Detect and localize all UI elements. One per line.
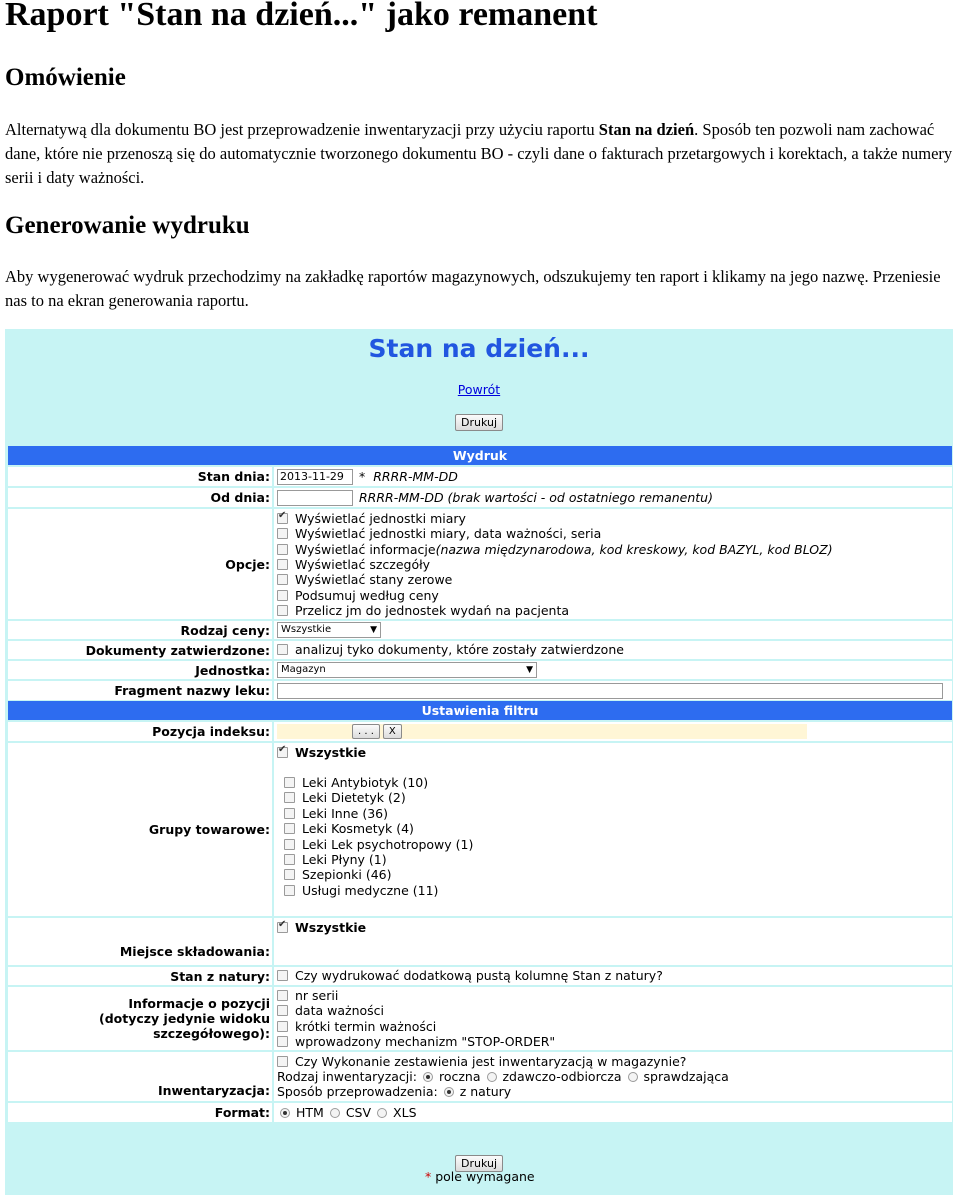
label-dokumenty: Dokumenty zatwierdzone:: [8, 641, 272, 659]
row-jednostka: [8, 659, 952, 679]
label-pozycja: Pozycja indeksu:: [8, 722, 272, 741]
label-stan-dnia: Stan dnia:: [8, 467, 272, 486]
dokumenty-text: analizuj tyko dokumenty, które zostały zatwierdzone: [295, 642, 624, 657]
grupy-item: [284, 852, 387, 867]
generate-paragraph: Aby wygenerować wydruk przechodzimy na zakładkę raportów magazynowych, odszukujemy ten raport i klikamy na jego nazwę. Przeniesie nas to na ekran generowania raportu.: [5, 267, 941, 310]
grupy-checkbox[interactable]: [284, 839, 295, 850]
overview-paragraph: [5, 118, 953, 190]
fragment-input[interactable]: [277, 683, 943, 699]
grupy-checkbox[interactable]: [284, 869, 295, 880]
row-inwentaryzacja: [8, 1050, 952, 1101]
opcje-item-label: Podsumuj według ceny: [295, 587, 439, 603]
kind-label-1: zdawczo-odbiorcza: [502, 1069, 622, 1084]
required-note: [425, 1169, 535, 1184]
report-name-bold: Stan na dzień: [598, 120, 695, 139]
chevron-down-icon: ▼: [370, 624, 377, 635]
stan-natury-text: Czy wydrukować dodatkową pustą kolumnę Stan z natury?: [295, 968, 663, 983]
opcje-item: [277, 511, 466, 526]
label-format: Format:: [8, 1103, 272, 1122]
format-radio[interactable]: [377, 1108, 387, 1118]
kind-radio[interactable]: [423, 1072, 433, 1082]
opcje-item-extra: (nazwa międzynarodowa, kod kreskowy, kod BAZYL, kod BLOZ): [435, 541, 833, 557]
info-item-label: krótki termin ważności: [295, 1018, 437, 1034]
opcje-item-label: Wyświetlać jednostki miary: [295, 511, 466, 526]
label-stan-natury: Stan z natury:: [8, 967, 272, 985]
opcje-checkbox[interactable]: [277, 528, 288, 539]
info-checkbox[interactable]: [277, 1036, 288, 1047]
row-dokumenty: [8, 639, 952, 659]
opcje-item-label: Wyświetlać szczegóły: [295, 556, 431, 572]
label-rodzaj-ceny: Rodzaj ceny:: [8, 621, 272, 639]
info-item: [277, 1003, 384, 1018]
inwentaryzacja-question: Czy Wykonanie zestawienia jest inwentaryzacją w magazynie?: [295, 1054, 687, 1069]
grupy-all-label: Wszystkie: [295, 745, 367, 760]
od-dnia-input[interactable]: [277, 490, 353, 506]
chevron-down-icon: ▼: [526, 664, 533, 675]
label-fragment: Fragment nazwy leku:: [8, 681, 272, 700]
opcje-checkbox[interactable]: [277, 590, 288, 601]
overview-text-end: . Sposób ten pozwoli nam zachować dane, które nie przenoszą się do automatycznie tworzonego dokumentu BO - czyli dane o fakturach przetargowych i korektach, a także numery serii i daty ważności.: [5, 120, 953, 187]
kind-label-2: sprawdzająca: [643, 1069, 729, 1084]
grupy-checkbox[interactable]: [284, 777, 295, 788]
opcje-item: [277, 542, 833, 557]
info-item-label: data ważności: [295, 1003, 385, 1019]
opcje-checkbox[interactable]: [277, 559, 288, 570]
rodzaj-ceny-select[interactable]: [277, 622, 381, 638]
miejsce-all-label: Wszystkie: [295, 920, 367, 935]
format-option-label: CSV: [345, 1105, 372, 1120]
info-checkbox[interactable]: [277, 1005, 288, 1016]
required-star: *: [359, 469, 366, 484]
grupy-item: [284, 790, 406, 805]
method-radio[interactable]: [444, 1087, 454, 1097]
row-stan-dnia: [8, 465, 952, 486]
kind-radio[interactable]: [487, 1072, 497, 1082]
grupy-checkbox[interactable]: [284, 808, 295, 819]
grupy-item: [284, 867, 392, 882]
back-link[interactable]: Powrót: [457, 382, 501, 397]
opcje-item-label: Przelicz jm do jednostek wydań na pacjenta: [295, 602, 570, 618]
opcje-item: [277, 526, 601, 541]
rodzaj-ceny-value: Wszystkie: [281, 623, 332, 635]
label-miejsce: Miejsce składowania:: [8, 918, 272, 965]
label-info-pozycji: [8, 987, 272, 1050]
generate-heading: Generowanie wydruku: [5, 212, 250, 239]
label-jednostka: Jednostka:: [8, 661, 272, 679]
row-info-pozycji: [8, 985, 952, 1050]
grupy-item-label: Leki Antybiotyk (10): [302, 775, 429, 790]
jednostka-select[interactable]: [277, 662, 537, 678]
overview-heading: Omówienie: [5, 64, 126, 91]
format-radio[interactable]: [330, 1108, 340, 1118]
grupy-item-label: Leki Lek psychotropowy (1): [302, 836, 474, 852]
label-grupy: Grupy towarowe:: [8, 743, 272, 916]
grupy-item: [284, 821, 414, 836]
opcje-item: [277, 557, 430, 572]
opcje-checkbox[interactable]: [277, 574, 288, 585]
grupy-item-label: Leki Kosmetyk (4): [302, 821, 414, 837]
info-item: [277, 1019, 436, 1034]
opcje-list: [274, 509, 952, 619]
label-od-dnia: Od dnia:: [8, 488, 272, 507]
method-label: Sposób przeprowadzenia:: [277, 1084, 438, 1099]
info-item-label: nr serii: [295, 988, 339, 1003]
info-item-label: wprowadzony mechanizm "STOP-ORDER": [295, 1033, 556, 1049]
inwentaryzacja-checkbox[interactable]: [277, 1056, 288, 1067]
grupy-item-label: Leki Płyny (1): [302, 852, 387, 867]
format-radio[interactable]: [280, 1108, 290, 1118]
jednostka-value: Magazyn: [281, 663, 326, 675]
row-pozycja: [8, 720, 952, 741]
row-miejsce: [8, 916, 952, 965]
info-item: [277, 1034, 555, 1049]
method-value: z natury: [459, 1084, 512, 1099]
info-checkbox[interactable]: [277, 1021, 288, 1032]
page-title: Raport "Stan na dzień..." jako remanent: [5, 0, 598, 33]
stan-natury-checkbox[interactable]: [277, 970, 288, 981]
grupy-item-label: Usługi medyczne (11): [302, 882, 439, 898]
report-screenshot: [5, 329, 953, 1195]
row-format: [8, 1101, 952, 1122]
grupy-checkbox[interactable]: [284, 792, 295, 803]
label-info-pozycji-2: (dotyczy jedynie widoku szczegółowego):: [98, 1011, 270, 1041]
grupy-all-checkbox[interactable]: [277, 747, 288, 758]
grupy-item-label: Leki Dietetyk (2): [302, 790, 406, 806]
label-info-pozycji-1: Informacje o pozycji: [128, 996, 270, 1011]
opcje-item: [277, 603, 569, 618]
section-print-header: Wydruk: [8, 446, 952, 465]
print-button-top[interactable]: Drukuj: [455, 414, 503, 431]
opcje-checkbox[interactable]: [277, 513, 288, 524]
label-opcje: Opcje:: [8, 509, 272, 619]
opcje-item: [277, 572, 452, 587]
stan-dnia-hint: RRRR-MM-DD: [373, 469, 458, 484]
kind-radio[interactable]: [628, 1072, 638, 1082]
opcje-checkbox[interactable]: [277, 605, 288, 616]
required-note-text: pole wymagane: [431, 1169, 535, 1184]
row-fragment: [8, 679, 952, 700]
dokumenty-checkbox[interactable]: [277, 644, 288, 655]
clear-button[interactable]: X: [383, 724, 402, 739]
grupy-checkbox[interactable]: [284, 823, 295, 834]
grupy-checkbox[interactable]: [284, 854, 295, 865]
report-title: Stan na dzień...: [368, 334, 590, 363]
row-stan-natury: [8, 965, 952, 985]
section-filter-header: Ustawienia filtru: [8, 701, 952, 720]
opcje-item-label: Wyświetlać stany zerowe: [295, 572, 453, 588]
opcje-item-label: Wyświetlać jednostki miary, data ważności, seria: [295, 526, 602, 542]
stan-dnia-input[interactable]: 2013-11-29: [277, 469, 353, 485]
opcje-item: [277, 588, 439, 603]
grupy-checkbox[interactable]: [284, 885, 295, 896]
info-list: [274, 987, 952, 1050]
format-option-label: XLS: [393, 1105, 417, 1120]
opcje-item-label: Wyświetlać informacje: [295, 541, 436, 557]
label-inwentaryzacja: Inwentaryzacja:: [8, 1052, 272, 1101]
row-grupy: [8, 741, 952, 916]
grupy-item-label: Leki Inne (36): [302, 805, 388, 821]
miejsce-all-checkbox[interactable]: [277, 922, 288, 933]
info-checkbox[interactable]: [277, 990, 288, 1001]
grupy-list: [274, 743, 952, 916]
row-rodzaj-ceny: [8, 619, 952, 639]
kind-label-0: roczna: [438, 1069, 481, 1084]
overview-text-start: Alternatywą dla dokumentu BO jest przeprowadzenie inwentaryzacji przy użyciu raportu: [5, 120, 599, 139]
browse-button[interactable]: . . .: [352, 724, 380, 739]
grupy-item: [284, 883, 438, 898]
row-opcje: [8, 507, 952, 619]
kind-label: Rodzaj inwentaryzacji:: [277, 1069, 417, 1084]
print-button-bottom[interactable]: Drukuj: [455, 1155, 503, 1172]
info-item: [277, 988, 338, 1003]
grupy-item-label: Szepionki (46): [302, 867, 392, 883]
format-option-label: HTM: [296, 1105, 324, 1120]
grupy-item: [284, 806, 388, 821]
od-dnia-hint: RRRR-MM-DD (brak wartości - od ostatniego remanentu): [359, 490, 713, 505]
opcje-checkbox[interactable]: [277, 544, 288, 555]
grupy-item: [284, 775, 428, 790]
grupy-item: [284, 837, 473, 852]
row-od-dnia: [8, 486, 952, 507]
required-note-star: *: [425, 1169, 432, 1184]
